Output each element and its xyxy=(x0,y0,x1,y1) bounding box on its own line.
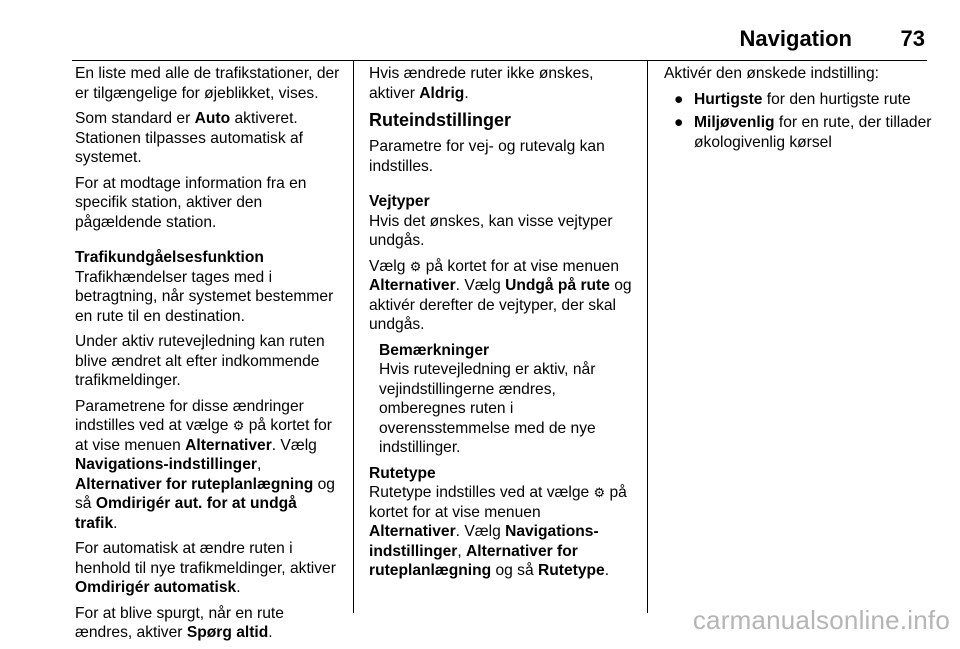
paragraph xyxy=(75,539,343,598)
text: . xyxy=(236,579,241,596)
note-title: Bemærkninger xyxy=(379,341,490,359)
option-list xyxy=(664,90,934,153)
text: på kortet for at vise menuen xyxy=(75,417,332,454)
bold-term: Aldrig xyxy=(419,84,465,102)
text: aktiveret. Stationen tilpasses automatisk af systemet. xyxy=(75,110,303,166)
paragraph xyxy=(75,109,343,168)
subheading: Vejtyper xyxy=(369,193,430,210)
paragraph xyxy=(369,483,633,581)
note-box xyxy=(369,341,633,458)
column-divider xyxy=(647,60,648,613)
text: . xyxy=(604,562,610,579)
text: , xyxy=(256,456,262,473)
text: . xyxy=(268,624,273,641)
text: . Vælg xyxy=(271,436,317,454)
bullet-icon: ● xyxy=(674,90,684,108)
paragraph: Parametre for vej- og rutevalg kan indstilles. xyxy=(369,138,605,175)
bold-term: Hurtigste xyxy=(694,90,763,108)
text: og så xyxy=(75,475,335,512)
paragraph: En liste med alle de trafikstationer, der er tilgængelige for øjeblikket, vises. xyxy=(75,65,340,102)
bold-term: Alternativer for ruteplanlægning xyxy=(369,542,578,579)
text: Parametrene for disse ændringer indstilles ved at vælge xyxy=(75,397,304,434)
paragraph: Trafikhændelser tages med i betragtning, når systemet bestemmer en rute til en destination. xyxy=(75,268,334,325)
text: på kortet for at vise menuen xyxy=(369,484,627,521)
settings-icon: ⚙ xyxy=(593,485,606,500)
paragraph: Aktivér den ønskede indstilling: xyxy=(664,65,879,82)
bold-term: Undgå på rute xyxy=(505,277,610,294)
paragraph xyxy=(369,64,633,103)
column-divider xyxy=(353,60,354,613)
bold-term: Omdirigér aut. for at undgå trafik xyxy=(75,495,297,532)
text: . xyxy=(464,84,469,102)
text: for den hurtigste rute xyxy=(762,90,911,108)
bold-term: Auto xyxy=(194,110,231,127)
bold-term: Alternativer xyxy=(369,523,456,540)
paragraph: Hvis det ønskes, kan visse vejtyper undgås. xyxy=(369,212,613,249)
bold-term: Alternativer for ruteplanlægning xyxy=(75,475,314,493)
paragraph: Under aktiv rutevejledning kan ruten blive ændret alt efter indkommende trafikmeldinger. xyxy=(75,333,325,389)
bold-term: Omdirigér automatisk xyxy=(75,579,237,596)
bold-term: Navigations-indstillinger xyxy=(369,523,599,560)
paragraph xyxy=(75,397,343,534)
text: . xyxy=(113,514,118,532)
text: Hvis ændrede ruter ikke ønskes, aktiver xyxy=(369,65,594,102)
paragraph: For at modtage information fra en specifik station, aktiver den pågældende station. xyxy=(75,174,307,231)
bold-term: Spørg altid xyxy=(186,624,269,641)
page-number: 73 xyxy=(900,26,925,51)
settings-icon: ⚙ xyxy=(232,418,245,433)
bullet-icon: ● xyxy=(674,114,684,131)
text: Vælg xyxy=(369,257,410,275)
subheading: Trafikundgåelsesfunktion xyxy=(75,249,264,266)
bold-term: Alternativer xyxy=(369,277,456,294)
text: for en rute, der tillader økologivenlig kørsel xyxy=(694,114,932,151)
text: og så xyxy=(491,562,538,579)
paragraph xyxy=(369,257,633,335)
page-title: Navigation xyxy=(739,26,852,51)
text: For at blive spurgt, når en rute ændres, aktiver xyxy=(75,604,284,641)
bold-term: Miljøvenlig xyxy=(694,114,775,131)
text: og aktivér derefter de vejtyper, der skal undgås. xyxy=(369,277,632,333)
column-2 xyxy=(369,64,633,587)
text: . Vælg xyxy=(455,277,506,294)
text: . Vælg xyxy=(455,523,506,540)
text: , xyxy=(457,542,467,560)
watermark: carmanualsonline.info xyxy=(692,605,950,635)
text: Som standard er xyxy=(75,110,195,127)
settings-icon: ⚙ xyxy=(409,258,422,274)
text: på kortet for at vise menuen xyxy=(421,257,620,275)
page-header xyxy=(72,22,927,61)
bold-term: Alternativer xyxy=(185,436,272,454)
bold-term: Navigations-indstillinger xyxy=(75,456,257,473)
column-3 xyxy=(664,64,934,156)
paragraph xyxy=(75,604,343,643)
bold-term: Rutetype xyxy=(537,562,605,579)
list-item xyxy=(664,90,934,110)
subheading: Rutetype xyxy=(369,464,436,482)
section-heading: Ruteindstillinger xyxy=(369,110,512,130)
list-item xyxy=(664,113,934,152)
text: Rutetype indstilles ved at vælge xyxy=(369,484,594,501)
text: For automatisk at ændre ruten i henhold til nye trafikmeldinger, aktiver xyxy=(75,540,336,577)
column-1 xyxy=(75,64,343,649)
note-text: Hvis rutevejledning er aktiv, når vejindstillingerne ændres, omberegnes ruten i overensstemmelse med de nye indstillinger. xyxy=(379,361,596,456)
